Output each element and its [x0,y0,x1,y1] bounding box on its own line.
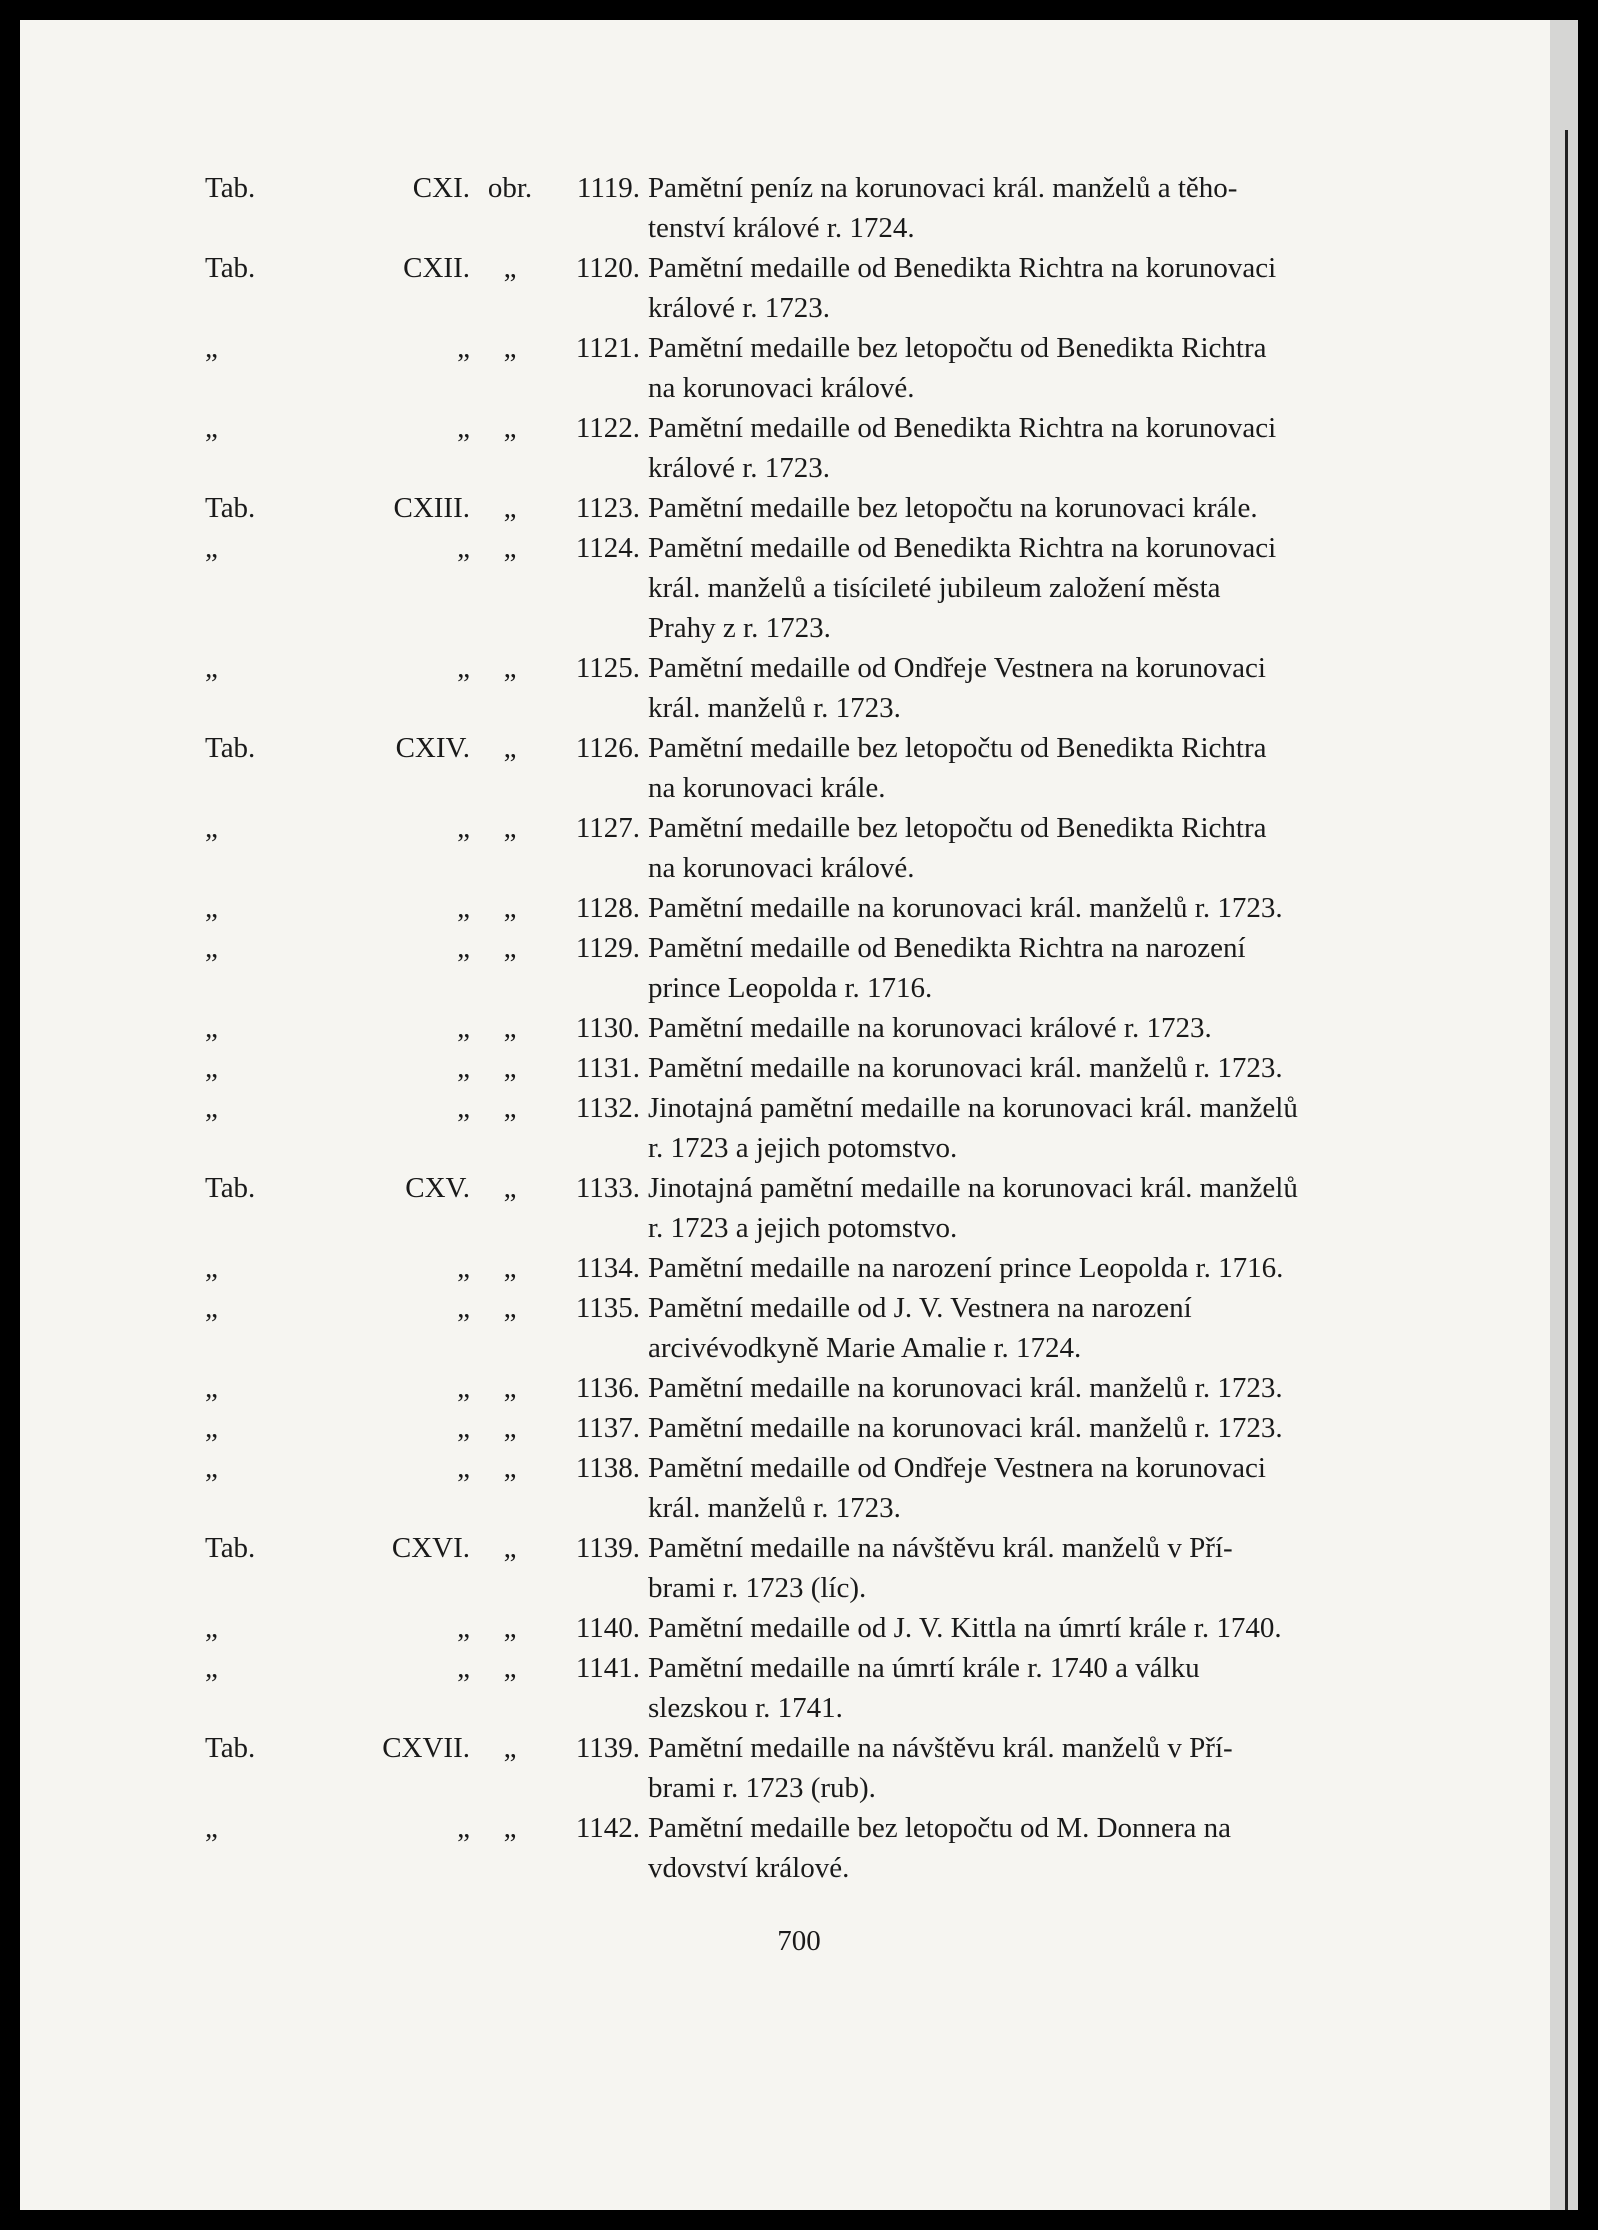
entry-description: Prahy z r. 1723. [648,612,831,644]
entry-description: brami r. 1723 (líc). [648,1572,867,1604]
entry-tab-label: Tab. [205,492,256,524]
entry-tab-label: „ [205,332,218,364]
entry-line [0,928,1460,968]
entry-description: králové r. 1723. [648,452,831,484]
entry-line [0,608,1460,648]
entry-figure-number: 1126. [575,732,640,764]
entry-figure-mark: „ [503,932,517,964]
entry-tab-label: „ [205,1812,218,1844]
plate-entry [0,1048,1460,1088]
entry-figure-number: 1129. [575,932,640,964]
entry-tab-label: „ [205,412,218,444]
entry-figure-mark: „ [503,1292,517,1324]
entry-figure-number: 1123. [575,492,640,524]
plate-entry [0,488,1460,528]
page-number: 700 [777,1925,821,1957]
entry-figure-mark: „ [503,1652,517,1684]
entry-line [0,1648,1460,1688]
entry-description: král. manželů a tisícileté jubileum založení města [648,572,1221,604]
entry-description: Pamětní medaille od J. V. Vestnera na narození [648,1292,1192,1324]
entry-description: prince Leopolda r. 1716. [648,972,933,1004]
entry-figure-mark: obr. [487,172,533,204]
entry-line [0,1808,1460,1848]
entry-figure-mark: „ [503,1412,517,1444]
plate-entry [0,1648,1460,1728]
entry-figure-mark: „ [503,892,517,924]
entry-plate-number: CXIII. [393,492,470,524]
entry-description: r. 1723 a jejich potomstvo. [648,1132,958,1164]
entry-plate-number: „ [457,932,470,964]
entry-figure-number: 1142. [575,1812,640,1844]
entry-tab-label: „ [205,1612,218,1644]
entry-line [0,888,1460,928]
entry-tab-label: „ [205,532,218,564]
entry-tab-label: „ [205,1012,218,1044]
plate-entry [0,1448,1460,1528]
entry-line [0,1088,1460,1128]
entry-tab-label: Tab. [205,1172,256,1204]
entry-figure-number: 1120. [575,252,640,284]
entry-description: Pamětní medaille bez letopočtu od Benedikta Richtra [648,332,1267,364]
entry-figure-mark: „ [503,332,517,364]
entry-plate-number: „ [457,1452,470,1484]
entry-figure-mark: „ [503,652,517,684]
entry-line [0,728,1460,768]
entry-figure-number: 1135. [575,1292,640,1324]
plate-entry [0,728,1460,808]
entry-description: Pamětní medaille od Benedikta Richtra na korunovaci [648,532,1277,564]
entry-line [0,408,1460,448]
entry-plate-number: „ [457,1812,470,1844]
entry-tab-label: Tab. [205,1532,256,1564]
entry-line [0,1328,1460,1368]
entry-line [0,848,1460,888]
entry-description: Jinotajná pamětní medaille na korunovaci král. manželů [648,1172,1298,1204]
entry-line [0,1168,1460,1208]
entry-line [0,688,1460,728]
entry-line [0,328,1460,368]
entry-plate-number: CXV. [405,1172,470,1204]
entry-description: tenství králové r. 1724. [648,212,915,244]
plate-entry [0,248,1460,328]
entry-description: Pamětní medaille od Benedikta Richtra na narození [648,932,1246,964]
plate-entry [0,328,1460,408]
entry-figure-mark: „ [503,1012,517,1044]
entry-description: Pamětní medaille na návštěvu král. manželů v Pří- [648,1732,1233,1764]
entry-plate-number: „ [457,412,470,444]
entry-figure-mark: „ [503,1092,517,1124]
entry-description: Pamětní medaille od Ondřeje Vestnera na korunovaci [648,1452,1266,1484]
entry-plate-number: „ [457,1612,470,1644]
entry-line [0,1408,1460,1448]
plate-entry [0,1608,1460,1648]
plate-entry [0,1248,1460,1288]
plate-entry [0,808,1460,888]
plate-entry [0,528,1460,648]
entry-figure-number: 1140. [575,1612,640,1644]
entry-figure-number: 1131. [575,1052,640,1084]
entry-description: brami r. 1723 (rub). [648,1772,876,1804]
entry-line [0,1688,1460,1728]
entry-description: král. manželů r. 1723. [648,692,901,724]
entry-tab-label: Tab. [205,252,256,284]
entry-figure-number: 1132. [575,1092,640,1124]
entry-line [0,1368,1460,1408]
entry-line [0,1208,1460,1248]
entry-description: Pamětní medaille na korunovaci král. manželů r. 1723. [648,1372,1283,1404]
entry-plate-number: CXIV. [395,732,470,764]
entry-figure-mark: „ [503,1372,517,1404]
entry-line [0,1608,1460,1648]
entry-figure-mark: „ [503,252,517,284]
entry-tab-label: „ [205,812,218,844]
entry-line [0,1568,1460,1608]
plate-entry [0,1368,1460,1408]
entry-figure-mark: „ [503,812,517,844]
entry-description: Pamětní medaille bez letopočtu od Benedikta Richtra [648,812,1267,844]
entry-figure-number: 1122. [575,412,640,444]
entry-figure-number: 1124. [575,532,640,564]
entry-plate-number: „ [457,1252,470,1284]
entry-tab-label: „ [205,1452,218,1484]
plate-entry [0,408,1460,488]
entry-line [0,1448,1460,1488]
plate-entry [0,648,1460,728]
entry-description: na korunovaci králové. [648,372,915,404]
entry-line [0,1008,1460,1048]
entry-plate-number: „ [457,1412,470,1444]
entry-figure-number: 1138. [575,1452,640,1484]
entry-description: Jinotajná pamětní medaille na korunovaci král. manželů [648,1092,1298,1124]
entry-plate-number: „ [457,812,470,844]
entry-description: slezskou r. 1741. [648,1692,843,1724]
entry-plate-number: CXI. [412,172,470,204]
entry-line [0,1248,1460,1288]
entry-tab-label: „ [205,1252,218,1284]
page-edge-line [1565,130,1568,2210]
entry-line [0,1768,1460,1808]
entry-figure-mark: „ [503,1172,517,1204]
entry-figure-mark: „ [503,532,517,564]
entry-figure-number: 1127. [575,812,640,844]
entry-tab-label: „ [205,1092,218,1124]
entry-figure-number: 1139. [575,1732,640,1764]
entry-description: Pamětní medaille na narození prince Leopolda r. 1716. [648,1252,1284,1284]
entry-plate-number: „ [457,1012,470,1044]
entry-figure-number: 1137. [575,1412,640,1444]
entry-description: Pamětní medaille bez letopočtu od Benedikta Richtra [648,732,1267,764]
entry-line [0,1048,1460,1088]
entry-tab-label: „ [205,1412,218,1444]
entry-plate-number: „ [457,652,470,684]
entry-line [0,1528,1460,1568]
entry-tab-label: „ [205,1652,218,1684]
plate-entry [0,1288,1460,1368]
entry-figure-number: 1121. [575,332,640,364]
entry-description: vdovství králové. [648,1852,850,1884]
entry-plate-number: „ [457,532,470,564]
entry-description: Pamětní medaille na úmrtí krále r. 1740 a válku [648,1652,1200,1684]
entry-figure-number: 1128. [575,892,640,924]
entry-description: Pamětní medaille od J. V. Kittla na úmrtí krále r. 1740. [648,1612,1282,1644]
entry-plate-number: CXVII. [382,1732,470,1764]
entry-plate-number: „ [457,1052,470,1084]
entry-line [0,768,1460,808]
plate-entry [0,928,1460,1008]
entry-line [0,1128,1460,1168]
entry-figure-mark: „ [503,1252,517,1284]
entry-description: Pamětní medaille na návštěvu král. manželů v Pří- [648,1532,1233,1564]
entry-figure-number: 1136. [575,1372,640,1404]
entry-description: králové r. 1723. [648,292,831,324]
entry-line [0,1848,1460,1888]
entry-tab-label: „ [205,892,218,924]
entry-description: Pamětní medaille na korunovaci král. manželů r. 1723. [648,892,1283,924]
entry-line [0,448,1460,488]
entry-figure-mark: „ [503,1532,517,1564]
entry-plate-number: „ [457,332,470,364]
entry-plate-number: „ [457,1652,470,1684]
plate-index-list [0,168,1460,1888]
plate-entry [0,168,1460,248]
entry-line [0,528,1460,568]
entry-tab-label: „ [205,652,218,684]
plate-entry [0,888,1460,928]
entry-figure-mark: „ [503,1612,517,1644]
entry-line [0,968,1460,1008]
entry-line [0,168,1460,208]
plate-entry [0,1808,1460,1888]
entry-figure-number: 1141. [575,1652,640,1684]
entry-description: Pamětní medaille na korunovaci králové r. 1723. [648,1012,1212,1044]
entry-plate-number: „ [457,1372,470,1404]
plate-entry [0,1408,1460,1448]
entry-tab-label: „ [205,1052,218,1084]
entry-tab-label: Tab. [205,1732,256,1764]
entry-line [0,808,1460,848]
entry-description: r. 1723 a jejich potomstvo. [648,1212,958,1244]
entry-description: Pamětní medaille na korunovaci král. manželů r. 1723. [648,1052,1283,1084]
entry-line [0,488,1460,528]
entry-line [0,1488,1460,1528]
entry-figure-number: 1134. [575,1252,640,1284]
entry-tab-label: „ [205,1372,218,1404]
entry-plate-number: „ [457,1292,470,1324]
entry-line [0,248,1460,288]
entry-description: na korunovaci králové. [648,852,915,884]
entry-figure-number: 1130. [575,1012,640,1044]
entry-plate-number: CXVI. [391,1532,470,1564]
entry-figure-number: 1139. [575,1532,640,1564]
entry-plate-number: „ [457,1092,470,1124]
entry-figure-mark: „ [503,1812,517,1844]
plate-entry [0,1168,1460,1248]
entry-description: Pamětní medaille od Ondřeje Vestnera na korunovaci [648,652,1266,684]
entry-figure-mark: „ [503,492,517,524]
entry-line [0,208,1460,248]
entry-tab-label: Tab. [205,732,256,764]
plate-entry [0,1088,1460,1168]
entry-line [0,368,1460,408]
entry-line [0,648,1460,688]
entry-figure-mark: „ [503,1732,517,1764]
entry-figure-mark: „ [503,1052,517,1084]
plate-entry [0,1528,1460,1608]
entry-tab-label: Tab. [205,172,256,204]
plate-entry [0,1008,1460,1048]
entry-plate-number: CXII. [403,252,470,284]
entry-figure-number: 1133. [575,1172,640,1204]
entry-figure-number: 1119. [576,172,640,204]
entry-description: Pamětní medaille od Benedikta Richtra na korunovaci [648,252,1277,284]
entry-tab-label: „ [205,932,218,964]
entry-line [0,1728,1460,1768]
entry-figure-mark: „ [503,1452,517,1484]
entry-line [0,568,1460,608]
entry-figure-number: 1125. [575,652,640,684]
entry-description: král. manželů r. 1723. [648,1492,901,1524]
entry-description: na korunovaci krále. [648,772,886,804]
entry-plate-number: „ [457,892,470,924]
entry-description: Pamětní medaille bez letopočtu od M. Donnera na [648,1812,1232,1844]
entry-tab-label: „ [205,1292,218,1324]
entry-description: Pamětní medaille bez letopočtu na korunovaci krále. [648,492,1258,524]
entry-figure-mark: „ [503,732,517,764]
entry-description: Pamětní medaille na korunovaci král. manželů r. 1723. [648,1412,1283,1444]
entry-description: Pamětní medaille od Benedikta Richtra na korunovaci [648,412,1277,444]
entry-description: Pamětní peníz na korunovaci král. manželů a těho- [648,172,1238,204]
entry-description: arcivévodkyně Marie Amalie r. 1724. [648,1332,1082,1364]
entry-figure-mark: „ [503,412,517,444]
entry-line [0,1288,1460,1328]
entry-line [0,288,1460,328]
plate-entry [0,1728,1460,1808]
